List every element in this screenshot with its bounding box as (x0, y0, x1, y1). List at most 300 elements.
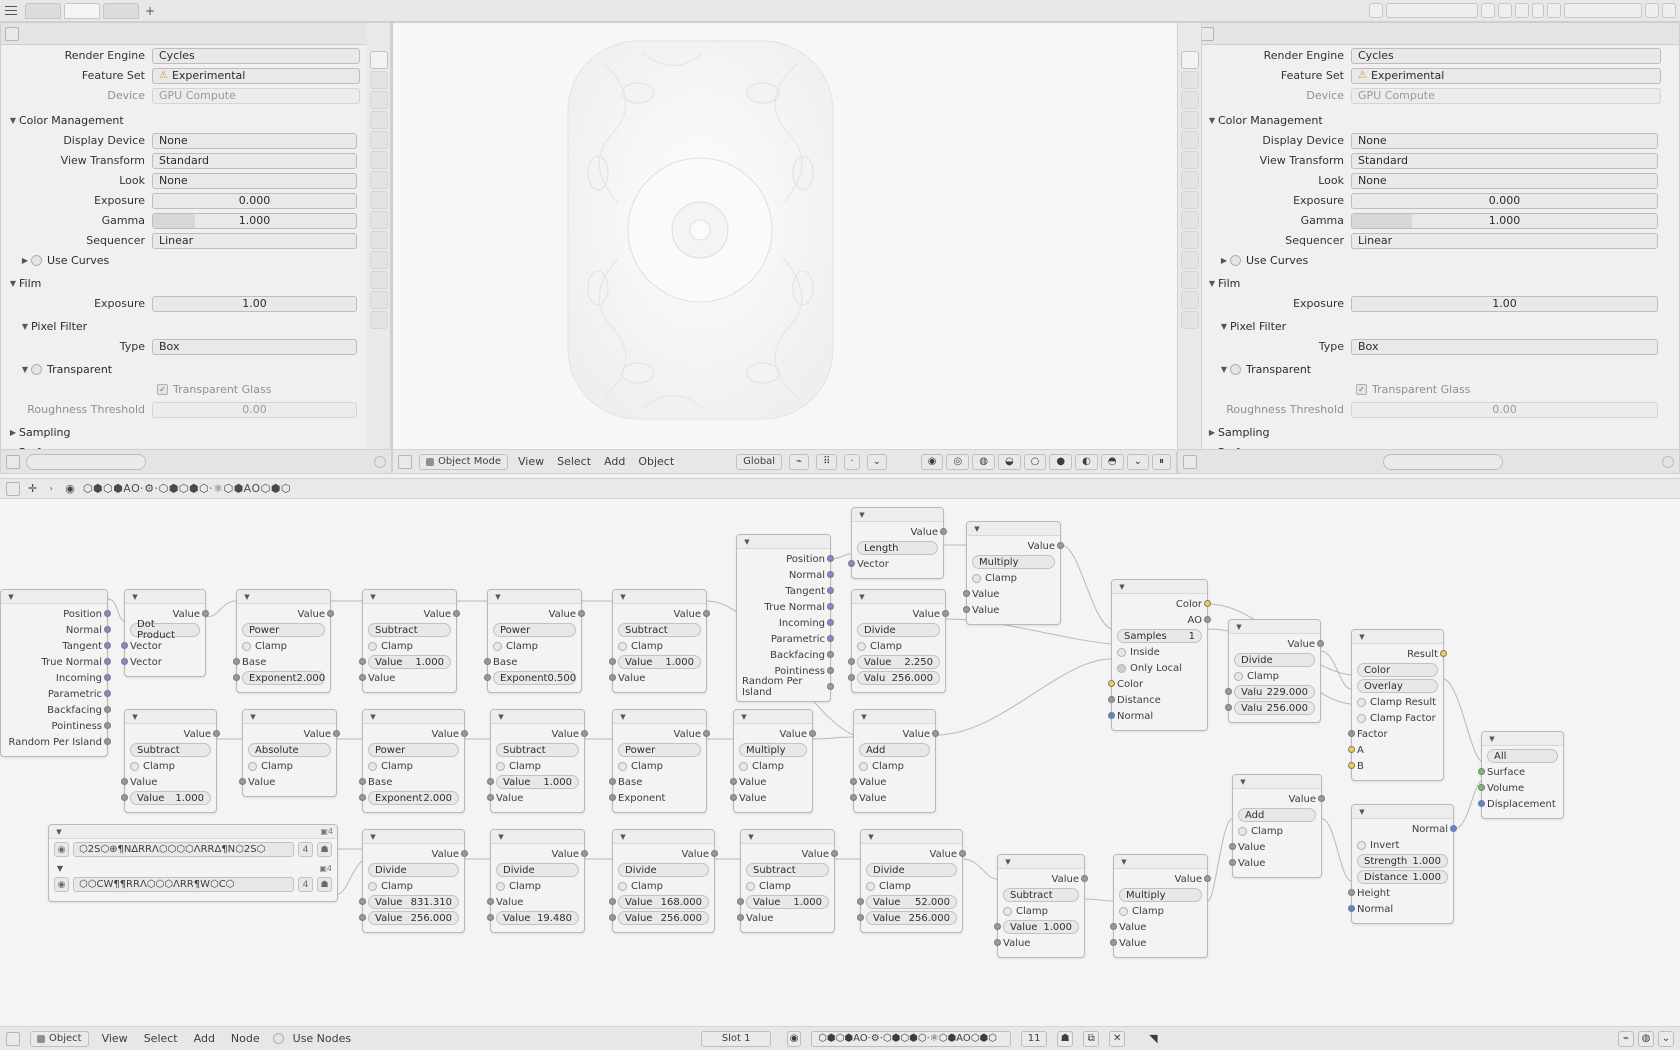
node-math-power-2[interactable] (487, 589, 582, 693)
node-math-power-1[interactable] (236, 589, 331, 693)
socket-tangent[interactable] (104, 642, 111, 649)
clamp-row[interactable]: Clamp (368, 759, 459, 773)
socket-value-1[interactable] (730, 778, 737, 785)
socket-exponent[interactable] (609, 794, 616, 801)
clamp-checkbox[interactable] (857, 642, 866, 651)
inside-row[interactable]: Inside (1117, 645, 1202, 659)
clamp-result-checkbox[interactable] (1357, 698, 1366, 707)
socket-value-out[interactable] (213, 730, 220, 737)
editor-type-icon-footer[interactable] (6, 455, 20, 469)
socket-value-1[interactable] (994, 923, 1001, 930)
tab-modifiers[interactable] (370, 191, 388, 209)
clamp-row[interactable]: Clamp (242, 639, 325, 653)
tab-data[interactable] (370, 271, 388, 289)
image-user-icon-2[interactable]: ▣4 (319, 863, 332, 873)
node-header[interactable] (613, 710, 706, 724)
node-input-value-1[interactable]: Value (496, 895, 579, 909)
tab-physics[interactable] (370, 231, 388, 249)
node-input-factor[interactable]: Factor (1357, 727, 1438, 741)
tab-particles-right[interactable] (1181, 211, 1199, 229)
view-layer-icon[interactable] (1532, 3, 1544, 18)
value-field-2[interactable]: Value 256.000 (866, 911, 957, 925)
operation-select-row[interactable] (618, 743, 701, 757)
strength-row[interactable] (1357, 854, 1448, 868)
view-transform-select-right[interactable]: Standard (1351, 153, 1658, 169)
value-field-2[interactable]: Value 1.000 (130, 791, 211, 805)
value-field-1[interactable]: Value 1.000 (496, 775, 579, 789)
socket-incoming[interactable] (104, 674, 111, 681)
material-name-field[interactable]: ⬡⬢⬡⬢AO⋅⚙⋅⬡⬢⬡⬢⬡⋅⚛⬡⬢AO⬡⬢⬡ (811, 1031, 1011, 1047)
operation-select[interactable]: Subtract (130, 743, 211, 757)
search-input-right[interactable] (1383, 454, 1503, 470)
node-math-subtract-2[interactable] (612, 589, 707, 693)
clamp-row[interactable]: Clamp (1234, 669, 1315, 683)
new-scene-button[interactable] (1481, 3, 1495, 18)
value-field-1[interactable]: Value 1.000 (368, 655, 451, 669)
tab-output-right[interactable] (1181, 71, 1199, 89)
value-field-2[interactable]: Value 19.480 (496, 911, 579, 925)
socket-value-2[interactable] (609, 914, 616, 921)
operation-select[interactable]: Power (493, 623, 576, 637)
node-input-displacement[interactable]: Displacement (1487, 797, 1558, 811)
add-menu-nodes[interactable]: Add (193, 1032, 215, 1045)
socket-value-2[interactable] (487, 914, 494, 921)
image-users-count-2[interactable]: 4 (298, 877, 313, 892)
clamp-checkbox[interactable] (866, 882, 875, 891)
socket-normal[interactable] (827, 571, 834, 578)
socket-backfacing[interactable] (104, 706, 111, 713)
transparent-glass-checkbox-right[interactable]: ✓ (1356, 384, 1367, 395)
socket-value-out[interactable] (327, 610, 334, 617)
fake-user-toggle[interactable]: ☗ (1057, 1031, 1073, 1047)
node-input-exponent[interactable]: Exponent (618, 791, 701, 805)
tab-texture[interactable] (370, 311, 388, 329)
filter-icon[interactable] (374, 456, 386, 468)
operation-select[interactable]: Length (857, 541, 938, 555)
value-field-2[interactable]: Valu 256.000 (1234, 701, 1315, 715)
pixel-filter-type-select[interactable]: Box (152, 339, 357, 355)
operation-select[interactable]: Subtract (496, 743, 579, 757)
value-field-1[interactable]: Value 1.000 (1003, 920, 1079, 934)
node-math-divide-6[interactable] (860, 829, 963, 933)
film-section-right[interactable] (1206, 275, 1673, 292)
node-canvas[interactable] (0, 499, 1680, 1026)
socket-value-2[interactable] (1225, 704, 1232, 711)
render-engine-select[interactable]: Cycles (152, 48, 360, 64)
object-menu[interactable]: Object (638, 455, 675, 468)
node-output-value[interactable]: Value (248, 727, 331, 741)
sequencer-select[interactable]: Linear (152, 233, 357, 249)
clamp-checkbox[interactable] (242, 642, 251, 651)
node-math-power-4[interactable] (612, 709, 707, 813)
clamp-checkbox[interactable] (618, 642, 627, 651)
snap-toggle-nodes[interactable]: ⌁ (1618, 1031, 1634, 1047)
node-input-value-1[interactable]: Value (859, 775, 930, 789)
socket-value-1[interactable] (1225, 688, 1232, 695)
remove-view-layer-button[interactable] (1662, 3, 1676, 18)
operation-select[interactable]: Multiply (739, 743, 807, 757)
socket-value-1[interactable] (609, 658, 616, 665)
transparent-section-right[interactable] (1206, 361, 1673, 378)
samples-row[interactable] (1117, 629, 1202, 643)
gizmo-toggle[interactable]: ◎ (946, 454, 969, 470)
tab-material-right[interactable] (1181, 291, 1199, 309)
node-bump[interactable] (1351, 804, 1454, 924)
socket-exponent[interactable] (233, 674, 240, 681)
socket-value-out[interactable] (1317, 640, 1324, 647)
node-output-value[interactable]: Value (496, 847, 579, 861)
node-math-power-3[interactable] (362, 709, 465, 813)
node-output-pointiness[interactable]: Pointiness (6, 719, 102, 733)
unlink-scene-button[interactable] (1515, 3, 1529, 18)
operation-select-row[interactable] (1234, 653, 1315, 667)
only-local-row[interactable]: Only Local (1117, 661, 1202, 675)
socket-backfacing[interactable] (827, 651, 834, 658)
node-header[interactable] (491, 830, 584, 844)
socket-base[interactable] (359, 778, 366, 785)
mode-select[interactable]: Object Mode (419, 454, 508, 470)
node-input-value-2[interactable]: Value (1003, 936, 1079, 950)
clamp-checkbox[interactable] (368, 882, 377, 891)
node-header[interactable] (125, 590, 205, 604)
use-curves-checkbox[interactable] (31, 255, 42, 266)
socket-value-out[interactable] (703, 730, 710, 737)
browse-image-icon-2[interactable]: ◉ (54, 877, 69, 892)
blend-mode-select-row[interactable] (1357, 679, 1438, 693)
operation-select[interactable]: Multiply (1119, 888, 1202, 902)
socket-value-out[interactable] (461, 850, 468, 857)
node-input-normal[interactable]: Normal (1117, 709, 1202, 723)
socket-a[interactable] (1348, 746, 1355, 753)
node-input-normal[interactable]: Normal (1357, 902, 1448, 916)
value-field-1[interactable]: Value 831.310 (368, 895, 459, 909)
target-select-row[interactable] (1487, 749, 1558, 763)
node-output-true-normal[interactable]: True Normal (742, 600, 825, 614)
tab-collection-right[interactable] (1181, 151, 1199, 169)
tab-world[interactable] (370, 131, 388, 149)
socket-value-1[interactable] (359, 658, 366, 665)
socket-base[interactable] (609, 778, 616, 785)
node-input-value-2[interactable] (130, 791, 211, 805)
node-input-value-2[interactable]: Value (739, 791, 807, 805)
clamp-checkbox[interactable] (493, 642, 502, 651)
socket-tangent[interactable] (827, 587, 834, 594)
operation-select-row[interactable] (248, 743, 331, 757)
clamp-checkbox[interactable] (1119, 907, 1128, 916)
transparent-section[interactable] (7, 361, 361, 378)
clamp-checkbox[interactable] (618, 762, 627, 771)
socket-normal-in[interactable] (1108, 712, 1115, 719)
node-input-value-1[interactable]: Value (130, 775, 211, 789)
node-header[interactable] (852, 590, 945, 604)
node-math-absolute[interactable] (242, 709, 337, 797)
node-output-tangent[interactable]: Tangent (742, 584, 825, 598)
socket-value-2[interactable] (1110, 939, 1117, 946)
node-header[interactable] (737, 535, 830, 549)
clamp-row[interactable]: Clamp (496, 759, 579, 773)
look-select[interactable]: None (152, 173, 357, 189)
socket-value-out[interactable] (333, 730, 340, 737)
shading-solid[interactable]: ● (1049, 454, 1072, 470)
node-input-value-1[interactable] (1003, 920, 1079, 934)
node-output-value[interactable]: Value (493, 607, 576, 621)
browse-image-icon-1[interactable]: ◉ (54, 842, 69, 857)
node-input-value-2[interactable] (1234, 701, 1315, 715)
node-input-color[interactable]: Color (1117, 677, 1202, 691)
node-output-backfacing[interactable]: Backfacing (6, 703, 102, 717)
distance-field[interactable]: Distance 1.000 (1357, 870, 1448, 884)
clamp-row[interactable]: Clamp (493, 639, 576, 653)
node-output-value[interactable]: Value (242, 607, 325, 621)
clamp-checkbox[interactable] (368, 642, 377, 651)
scene-field[interactable] (1386, 3, 1478, 18)
clamp-checkbox[interactable] (1238, 827, 1247, 836)
node-input-value-2[interactable] (857, 671, 940, 685)
node-output-ao[interactable]: AO (1117, 613, 1202, 627)
socket-value-2[interactable] (1229, 859, 1236, 866)
node-output-value[interactable]: Value (739, 727, 807, 741)
xray-toggle[interactable]: ◒ (998, 454, 1021, 470)
shader-type-select[interactable]: Object (30, 1031, 89, 1047)
operation-select-row[interactable] (618, 623, 701, 637)
node-header[interactable] (363, 710, 464, 724)
extra-options-button[interactable]: ⌄ (867, 454, 887, 470)
tab-constraints-right[interactable] (1181, 251, 1199, 269)
tab-output[interactable] (370, 71, 388, 89)
pixel-filter-type-select-right[interactable]: Box (1351, 339, 1658, 355)
transparent-glass-toggle[interactable] (157, 383, 271, 396)
invert-checkbox[interactable] (1357, 841, 1366, 850)
socket-value-2[interactable] (730, 794, 737, 801)
node-math-divide-4[interactable] (490, 829, 585, 933)
new-view-layer-button[interactable] (1645, 3, 1659, 18)
node-header[interactable] (613, 830, 714, 844)
inside-checkbox[interactable] (1117, 648, 1126, 657)
node-math-multiply-3[interactable] (1113, 854, 1208, 958)
operation-select-row[interactable] (972, 555, 1055, 569)
node-header[interactable] (1482, 732, 1563, 746)
tab-constraints[interactable] (370, 251, 388, 269)
node-vector-math-length[interactable] (851, 507, 944, 579)
node-header[interactable] (488, 590, 581, 604)
device-select-right[interactable]: GPU Compute (1351, 88, 1661, 104)
clamp-checkbox[interactable] (130, 762, 139, 771)
node-output-normal[interactable]: Normal (6, 623, 102, 637)
socket-value-1[interactable] (1110, 923, 1117, 930)
tab-world-right[interactable] (1181, 131, 1199, 149)
node-input-value-2[interactable]: Value (1119, 936, 1202, 950)
node-header[interactable] (491, 710, 584, 724)
socket-value-1[interactable] (857, 898, 864, 905)
value-field-1[interactable]: Value 52.000 (866, 895, 957, 909)
workspace-tab-3[interactable] (103, 3, 139, 19)
socket-value-out[interactable] (453, 610, 460, 617)
operation-select[interactable]: Subtract (746, 863, 829, 877)
socket-value-2[interactable] (609, 674, 616, 681)
node-input-value-1[interactable]: Value (739, 775, 807, 789)
node-input-value-1[interactable]: Value (1119, 920, 1202, 934)
view-layer-name[interactable] (1564, 3, 1642, 18)
socket-random-per-island[interactable] (827, 683, 834, 690)
node-header[interactable] (852, 508, 943, 522)
node-header[interactable] (125, 710, 216, 724)
clamp-checkbox[interactable] (746, 882, 755, 891)
socket-value-out[interactable] (959, 850, 966, 857)
clamp-row[interactable]: Clamp (130, 759, 211, 773)
node-input-exponent[interactable] (242, 671, 325, 685)
editor-type-icon-nodes[interactable] (6, 482, 20, 496)
socket-value-out[interactable] (1204, 875, 1211, 882)
tab-render-right[interactable] (1181, 51, 1199, 69)
node-input-value-1[interactable] (857, 655, 940, 669)
tab-modifiers-right[interactable] (1181, 191, 1199, 209)
node-header[interactable] (613, 590, 706, 604)
socket-value-1[interactable] (487, 778, 494, 785)
socket-value-out[interactable] (202, 610, 209, 617)
operation-select[interactable]: Add (1238, 808, 1316, 822)
node-header[interactable] (741, 830, 834, 844)
node-input-value-1[interactable] (866, 895, 957, 909)
browse-scene-icon-right[interactable] (1200, 27, 1214, 41)
socket-exponent[interactable] (359, 794, 366, 801)
socket-value-2[interactable] (848, 674, 855, 681)
socket-vector[interactable] (848, 560, 855, 567)
value-field-1[interactable]: Value 1.000 (618, 655, 701, 669)
socket-base[interactable] (484, 658, 491, 665)
node-output-value[interactable]: Value (1119, 872, 1202, 886)
node-math-multiply-1[interactable] (966, 521, 1061, 625)
socket-position[interactable] (104, 610, 111, 617)
clamp-checkbox[interactable] (1003, 907, 1012, 916)
node-input-value-1[interactable] (368, 655, 451, 669)
socket-value-1[interactable] (737, 898, 744, 905)
node-output-incoming[interactable]: Incoming (6, 671, 102, 685)
clamp-row[interactable]: Clamp (368, 639, 451, 653)
socket-value-out[interactable] (940, 528, 947, 535)
node-output-random-per-island[interactable]: Random Per Island (6, 735, 102, 749)
socket-value-out[interactable] (711, 850, 718, 857)
operation-select-row[interactable] (368, 863, 459, 877)
node-output-random-per-island[interactable]: Random Per Island (742, 680, 825, 694)
node-input-value-2[interactable] (368, 911, 459, 925)
socket-normal-in[interactable] (1348, 905, 1355, 912)
socket-value-out[interactable] (942, 610, 949, 617)
clamp-row[interactable]: Clamp (866, 879, 957, 893)
render-engine-select-right[interactable]: Cycles (1351, 48, 1661, 64)
operation-select[interactable]: Power (618, 743, 701, 757)
socket-value-1[interactable] (121, 778, 128, 785)
node-input-a[interactable]: A (1357, 743, 1438, 757)
clamp-row[interactable]: Clamp (972, 571, 1055, 585)
node-input-value-2[interactable]: Value (859, 791, 930, 805)
display-device-select-right[interactable]: None (1351, 133, 1658, 149)
operation-select[interactable]: Dot Product (130, 623, 200, 637)
node-input-value-1[interactable] (368, 895, 459, 909)
film-exposure-slider[interactable]: 1.00 (152, 296, 357, 312)
socket-value-2[interactable] (121, 794, 128, 801)
node-output-value[interactable]: Value (130, 727, 211, 741)
tab-object-right[interactable] (1181, 171, 1199, 189)
sequencer-select-right[interactable]: Linear (1351, 233, 1658, 249)
socket-value-out[interactable] (581, 730, 588, 737)
node-geometry-2[interactable] (736, 534, 831, 702)
use-curves-row[interactable] (7, 252, 361, 269)
tab-collection[interactable] (370, 151, 388, 169)
transparent-checkbox-right[interactable] (1230, 364, 1241, 375)
operation-select-row[interactable] (1119, 888, 1202, 902)
operation-select-row[interactable] (1238, 808, 1316, 822)
workspace-tab-2[interactable] (64, 3, 100, 19)
clamp-factor-row[interactable]: Clamp Factor (1357, 711, 1438, 725)
only-local-checkbox[interactable] (1117, 664, 1126, 673)
filter-icon-right[interactable] (1662, 456, 1674, 468)
tab-object[interactable] (370, 171, 388, 189)
socket-value-1[interactable] (1229, 843, 1236, 850)
operation-select-row[interactable] (130, 619, 200, 641)
material-users-count[interactable]: 11 (1021, 1031, 1047, 1047)
node-math-divide-2[interactable] (1228, 619, 1321, 723)
clamp-row[interactable]: Clamp (618, 639, 701, 653)
node-subheader-2[interactable] (54, 861, 332, 875)
socket-color-in[interactable] (1108, 680, 1115, 687)
socket-ao-out[interactable] (1204, 616, 1211, 623)
node-input-value-2[interactable]: Value (618, 671, 701, 685)
value-field-2[interactable]: Value 256.000 (618, 911, 709, 925)
transparent-checkbox[interactable] (31, 364, 42, 375)
node-output-backfacing[interactable]: Backfacing (742, 648, 825, 662)
clamp-checkbox[interactable] (972, 574, 981, 583)
socket-incoming[interactable] (827, 619, 834, 626)
sampling-section[interactable] (7, 424, 361, 441)
socket-pointiness[interactable] (104, 722, 111, 729)
use-curves-row-right[interactable] (1206, 252, 1673, 269)
exponent-field[interactable]: Exponent 2.000 (368, 791, 459, 805)
node-header[interactable] (1352, 630, 1443, 644)
operation-select-row[interactable] (493, 623, 576, 637)
editor-type-icon-footer-right[interactable] (1183, 455, 1197, 469)
node-header[interactable] (861, 830, 962, 844)
node-output-parametric[interactable]: Parametric (6, 687, 102, 701)
operation-select-row[interactable] (496, 743, 579, 757)
tab-scene[interactable] (370, 111, 388, 129)
socket-displacement[interactable] (1478, 800, 1485, 807)
operation-select[interactable]: Divide (368, 863, 459, 877)
tab-view-layer[interactable] (370, 91, 388, 109)
clamp-result-row[interactable]: Clamp Result (1357, 695, 1438, 709)
operation-select-row[interactable] (739, 743, 807, 757)
node-input-value-2[interactable]: Value (972, 603, 1055, 617)
blend-mode-select[interactable]: Overlay (1357, 679, 1438, 693)
image-users-count-1[interactable]: 4 (298, 842, 313, 857)
node-header[interactable] (1233, 775, 1321, 789)
node-input-exponent[interactable] (368, 791, 459, 805)
node-input-value-2[interactable]: Value (746, 911, 829, 925)
node-output-value[interactable]: Value (618, 607, 701, 621)
socket-value-out[interactable] (1057, 542, 1064, 549)
exponent-field[interactable]: Exponent 0.500 (493, 671, 576, 685)
value-field-1[interactable]: Valu 229.000 (1234, 685, 1315, 699)
socket-volume[interactable] (1478, 784, 1485, 791)
color-management-section[interactable] (7, 112, 361, 129)
socket-parametric[interactable] (827, 635, 834, 642)
visibility-toggle[interactable]: ◉ (921, 454, 944, 470)
operation-select-row[interactable] (746, 863, 829, 877)
clamp-checkbox[interactable] (368, 762, 377, 771)
node-input-vector-2[interactable]: Vector (130, 655, 200, 669)
target-select[interactable]: All (1487, 749, 1558, 763)
node-input-value-1[interactable] (496, 775, 579, 789)
socket-value-2[interactable] (994, 939, 1001, 946)
